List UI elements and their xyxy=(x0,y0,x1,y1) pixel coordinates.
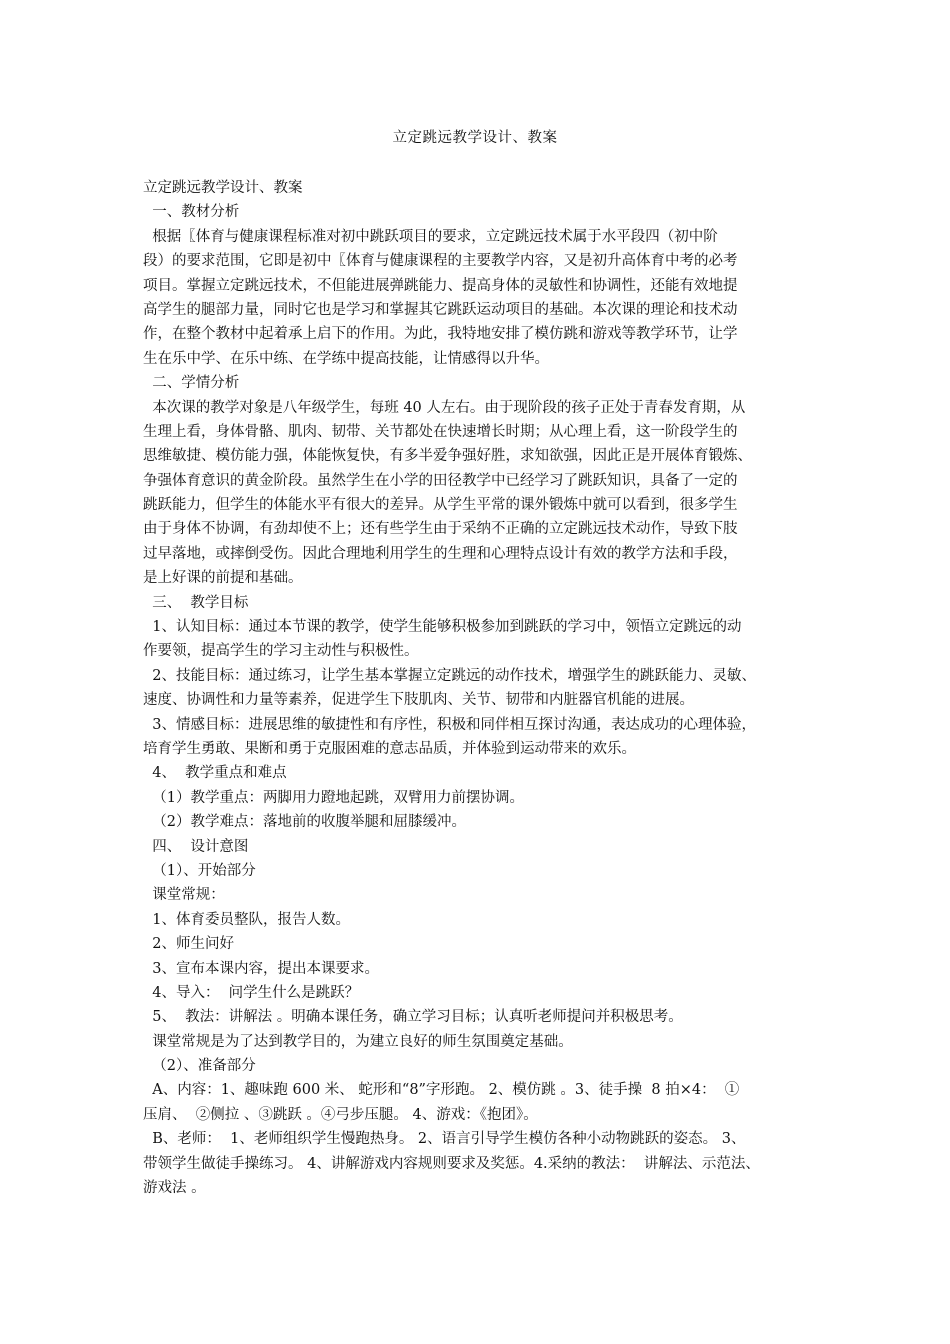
text-line: 三、 教学目标 xyxy=(143,594,249,611)
text-line: 本次课的教学对象是八年级学生，每班 40 人左右。由于现阶段的孩子正处于青春发育期，从 xyxy=(143,399,746,416)
text-line: 1、体育委员整队，报告人数。 xyxy=(143,911,350,928)
text-line: 5、 教法：讲解法 。明确本课任务，确立学习目标；认真听老师提问并积极思考。 xyxy=(143,1009,683,1026)
text-line: 3、情感目标：进展思维的敏捷性和有序性，积极和同伴相互探讨沟通，表达成功的心理体验， xyxy=(143,716,756,733)
text-line: 一、教材分析 xyxy=(143,204,240,221)
text-line: 2、技能目标：通过练习，让学生基本掌握立定跳远的动作技术，增强学生的跳跃能力、灵敏、 xyxy=(143,667,756,684)
text-line: A、内容：1、趣味跑 600 米、 蛇形和“8”字形跑。 2、模仿跳 。3、徒手操 8 拍×4： ① xyxy=(143,1082,740,1099)
text-line: 速度、协调性和力量等素养，促进学生下肢肌肉、关节、韧带和内脏器官机能的进展。 xyxy=(143,692,694,709)
text-line: 段）的要求范围，它即是初中〖体育与健康课程的主要教学内容，又是初升高体育中考的必考 xyxy=(143,253,738,270)
text-line: 高学生的腿部力量，同时它也是学习和掌握其它跳跃运动项目的基础。本次课的理论和技术动 xyxy=(143,301,738,318)
text-line: （1）教学重点：两脚用力蹬地起跳，双臂用力前摆协调。 xyxy=(143,789,524,806)
text-line: 作要领，提高学生的学习主动性与积极性。 xyxy=(143,643,419,660)
text-line: 压肩、 ②侧拉 、③跳跃 。④弓步压腿。 4、游戏：《抱团》。 xyxy=(143,1106,538,1123)
text-line: 生理上看，身体骨骼、肌肉、韧带、关节都处在快速增长时期；从心理上看，这一阶段学生的 xyxy=(143,423,738,440)
text-line: 二、学情分析 xyxy=(143,375,240,392)
text-line: 思维敏捷、模仿能力强，体能恢复快，有多半爱争强好胜，求知欲强，因此正是开展体育锻炼、 xyxy=(143,448,752,465)
text-line: 4、 教学重点和难点 xyxy=(143,765,287,782)
text-line: 作，在整个教材中起着承上启下的作用。为此，我特地安排了模仿跳和游戏等教学环节，让学 xyxy=(143,326,738,343)
text-line: 过早落地，或摔倒受伤。因此合理地利用学生的生理和心理特点设计有效的教学方法和手段， xyxy=(143,545,738,562)
text-line: （1）、开始部分 xyxy=(143,862,256,879)
text-line: 培育学生勇敢、果断和勇于克服困难的意志品质，并体验到运动带来的欢乐。 xyxy=(143,740,636,757)
text-line: 由于身体不协调，有劲却使不上；还有些学生由于采纳不正确的立定跳远技术动作，导致下肢 xyxy=(143,521,738,538)
text-line: 带领学生做徒手操练习。 4、讲解游戏内容规则要求及奖惩。4.采纳的教法： 讲解法、示范法、 xyxy=(143,1155,760,1172)
text-line: 项目。掌握立定跳远技术，不但能进展弹跳能力、提高身体的灵敏性和协调性，还能有效地提 xyxy=(143,277,738,294)
text-line: 是上好课的前提和基础。 xyxy=(143,570,303,587)
text-line: 3、宣布本课内容，提出本课要求。 xyxy=(143,960,379,977)
text-line: （2）教学难点：落地前的收腹举腿和屈膝缓冲。 xyxy=(143,814,466,831)
document-title: 立定跳远教学设计、教案 xyxy=(392,130,558,146)
text-line: 游戏法 。 xyxy=(143,1180,206,1197)
text-line: 1、认知目标：通过本节课的教学，使学生能够积极参加到跳跃的学习中，领悟立定跳远的动 xyxy=(143,619,742,636)
text-line: 四、 设计意图 xyxy=(143,838,249,855)
text-line: B、老师： 1、老师组织学生慢跑热身。 2、语言引导学生模仿各种小动物跳跃的姿态。 3、 xyxy=(143,1131,746,1148)
text-line: 课堂常规是为了达到教学目的，为建立良好的师生氛围奠定基础。 xyxy=(143,1033,573,1050)
text-line: 生在乐中学、在乐中练、在学练中提高技能，让情感得以升华。 xyxy=(143,350,549,367)
text-line: 课堂常规： xyxy=(143,887,225,904)
text-line: 根据〖体育与健康课程标准对初中跳跃项目的要求，立定跳远技术属于水平段四（初中阶 xyxy=(143,228,718,245)
text-line: 立定跳远教学设计、教案 xyxy=(143,180,303,196)
text-line: 跳跃能力，但学生的体能水平有很大的差异。从学生平常的课外锻炼中就可以看到，很多学生 xyxy=(143,497,738,514)
text-line: （2）、准备部分 xyxy=(143,1058,256,1075)
document-body xyxy=(143,176,823,1200)
text-line: 4、导入： 问学生什么是跳跃？ xyxy=(143,984,360,1001)
text-line: 争强体育意识的黄金阶段。虽然学生在小学的田径教学中已经学习了跳跃知识，具备了一定的 xyxy=(143,472,738,489)
text-line: 2、师生问好 xyxy=(143,936,234,953)
